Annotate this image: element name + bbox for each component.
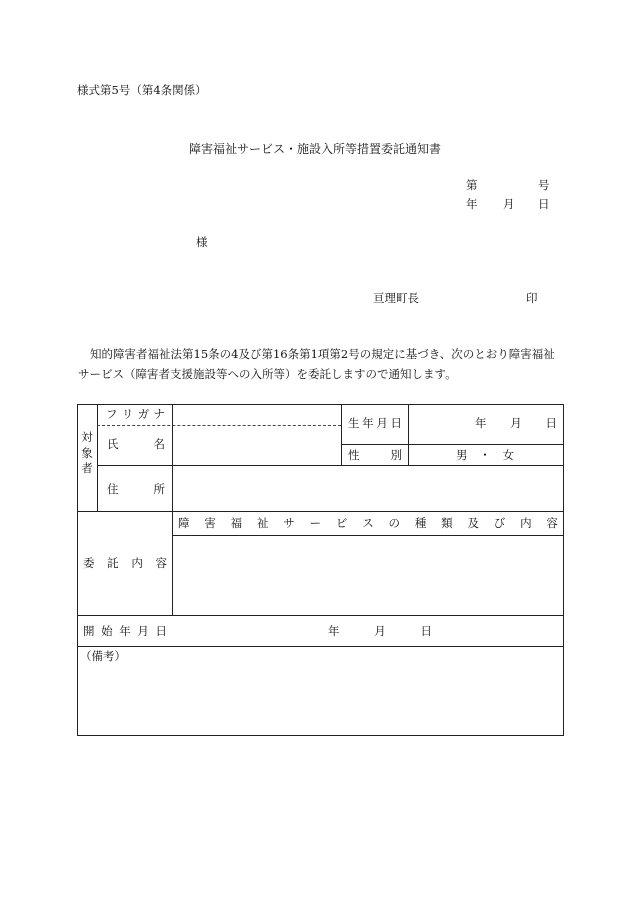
service-header-bottom-line <box>172 535 564 536</box>
date-month: 月 <box>503 197 515 211</box>
name-label: 氏 名 <box>107 437 165 451</box>
birth-label-left-line <box>341 404 342 465</box>
body-text-line-2: サービス（障害者支援施設等への入所等）を委託しますので通知します。 <box>78 367 457 381</box>
birth-value-left-line <box>408 404 409 465</box>
commission-form-table <box>77 404 564 736</box>
furigana-dashed-divider <box>97 425 341 426</box>
subject-column-divider <box>97 404 98 511</box>
birth-row-bottom-line <box>341 444 564 445</box>
table-border-top <box>77 404 564 405</box>
sex-label: 性 別 <box>348 448 402 462</box>
sex-value: 男 ・ 女 <box>456 448 514 462</box>
issuer-seal: 印 <box>526 291 538 305</box>
commission-block-bottom-line <box>77 615 564 616</box>
doc-number-suffix: 号 <box>538 178 550 192</box>
start-date-label: 開 始 年 月 日 <box>83 624 167 638</box>
start-date-row-bottom-line <box>77 646 564 647</box>
birth-date-value: 年 月 日 <box>475 416 557 430</box>
service-type-header: 障 害 福 祉 サ ー ビ ス の 種 類 及 び 内 容 <box>178 516 558 530</box>
body-text-line-1: 知的障害者福祉法第15条の4及び第16条第1項第2号の規定に基づき、次のとおり障害福祉 <box>90 347 555 361</box>
table-border-bottom <box>77 735 564 736</box>
doc-number-prefix: 第 <box>466 178 478 192</box>
address-label: 住 所 <box>107 482 165 496</box>
label-column-divider <box>172 404 173 615</box>
birth-date-label: 生 年 月 日 <box>348 416 402 430</box>
date-day: 日 <box>538 197 550 211</box>
issuer-name: 亘理町長 <box>373 291 419 305</box>
addressee-suffix: 様 <box>196 235 208 249</box>
remarks-label: （備考） <box>80 649 126 663</box>
commission-content-label: 委 託 内 容 <box>83 556 167 570</box>
document-title: 障害福祉サービス・施設入所等措置委託通知書 <box>189 142 442 156</box>
start-date-value: 年 月 日 <box>328 624 432 638</box>
furigana-label: フ リ ガ ナ <box>106 407 165 421</box>
form-number: 様式第5号（第4条関係） <box>77 83 207 97</box>
name-row-bottom-line <box>97 465 564 466</box>
subject-label: 対 象 者 <box>81 430 93 475</box>
subject-block-bottom-line <box>77 511 564 512</box>
date-year: 年 <box>466 197 478 211</box>
table-border-right <box>563 404 564 736</box>
